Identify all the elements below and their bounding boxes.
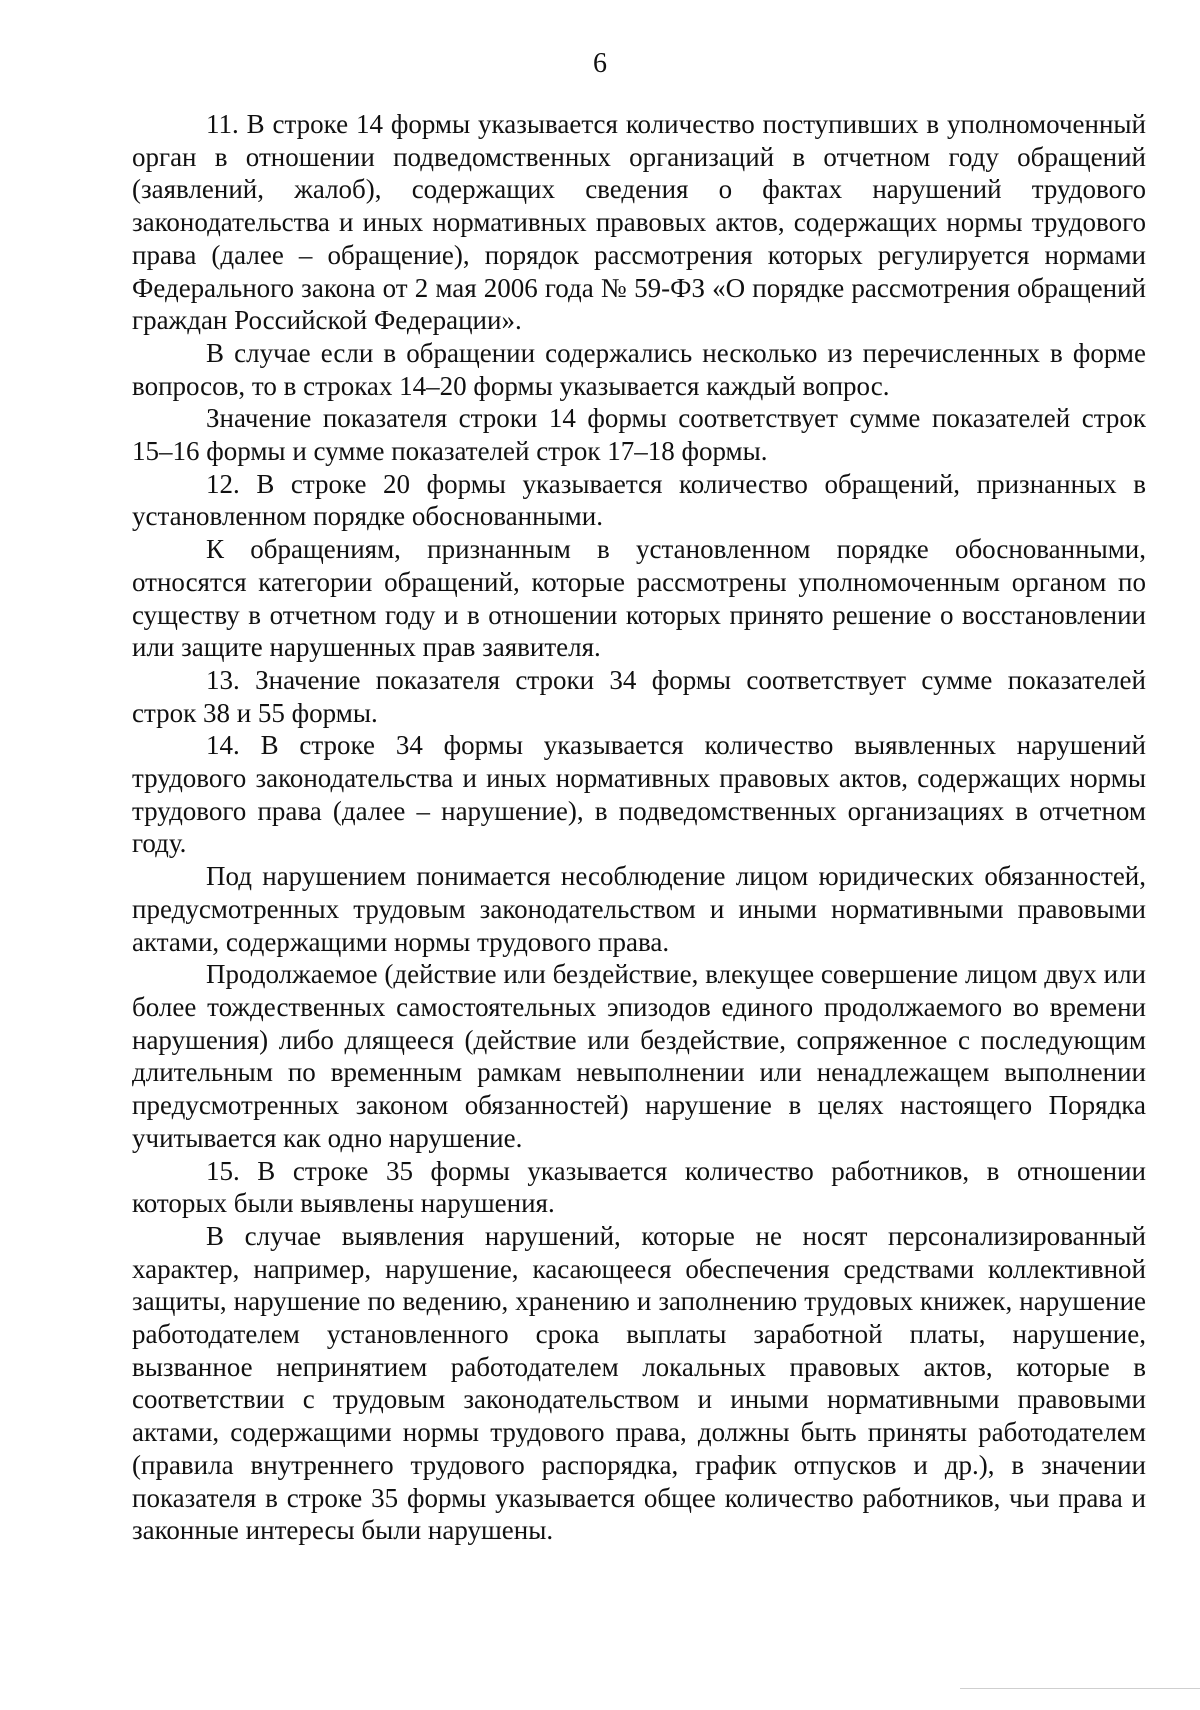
document-body bbox=[132, 108, 1146, 1547]
paragraph-multiple-questions: В случае если в обращении содержались несколько из перечисленных в форме вопросов, то в строках 14–20 формы указывается каждый вопрос. bbox=[132, 337, 1146, 401]
paragraph-continued-violation: Продолжаемое (действие или бездействие, влекущее совершение лицом двух или более тождественных самостоятельных эпизодов единого продолжаемого во времени нарушения) либо длящееся (действие или бездействие, сопряженное с последующим длительным по временным рамкам невыполнении или ненадлежащем выполнении предусмотренных законом обязанностей) нарушение в целях настоящего Порядка учитывается как одно нарушение. bbox=[132, 959, 1146, 1153]
paragraph-12: 12. В строке 20 формы указывается количество обращений, признанных в установленном порядке обоснованными. bbox=[132, 468, 1146, 532]
paragraph-15: 15. В строке 35 формы указывается количество работников, в отношении которых были выявлены нарушения. bbox=[132, 1155, 1146, 1219]
paragraph-14: 14. В строке 34 формы указывается количество выявленных нарушений трудового законодательства и иных нормативных правовых актов, содержащих нормы трудового права (далее – нарушение), в подведомственных организациях в отчетном году. bbox=[132, 730, 1146, 859]
paragraph-justified-appeals: К обращениям, признанным в установленном порядке обоснованными, относятся категории обращений, которые рассмотрены уполномоченным органом по существу в отчетном году и в отношении которых принято решение о восстановлении или защите нарушенных прав заявителя. bbox=[132, 534, 1146, 663]
paragraph-violation-definition: Под нарушением понимается несоблюдение лицом юридических обязанностей, предусмотренных трудовым законодательством и иными нормативными правовыми актами, содержащими нормы трудового права. bbox=[132, 861, 1146, 957]
scan-edge-line bbox=[960, 1688, 1200, 1689]
page-number: 6 bbox=[593, 48, 607, 79]
paragraph-11: 11. В строке 14 формы указывается количество поступивших в уполномоченный орган в отношении подведомственных организаций в отчетном году обращений (заявлений, жалоб), содержащих сведения о фактах нарушений трудового законодательства и иных нормативных правовых актов, содержащих нормы трудового права (далее – обращение), порядок рассмотрения которых регулируется нормами Федерального закона от 2 мая 2006 года № 59-ФЗ «О порядке рассмотрения обращений граждан Российской Федерации». bbox=[132, 109, 1146, 336]
paragraph-13: 13. Значение показателя строки 34 формы соответствует сумме показателей строк 38 и 55 формы. bbox=[132, 664, 1146, 728]
paragraph-line-14-sum: Значение показателя строки 14 формы соответствует сумме показателей строк 15–16 формы и сумме показателей строк 17–18 формы. bbox=[132, 403, 1146, 467]
paragraph-non-personalized: В случае выявления нарушений, которые не носят персонализированный характер, например, нарушение, касающееся обеспечения средствами коллективной защиты, нарушение по ведению, хранению и заполнению трудовых книжек, нарушение работодателем установленного срока выплаты заработной платы, нарушение, вызванное непринятием работодателем локальных правовых актов, которые в соответствии с трудовым законодательством и иными нормативными правовыми актами, содержащими нормы трудового права, должны быть приняты работодателем (правила внутреннего трудового распорядка, график отпусков и др.), в значении показателя в строке 35 формы указывается общее количество работников, чьи права и законные интересы были нарушены. bbox=[132, 1220, 1146, 1546]
